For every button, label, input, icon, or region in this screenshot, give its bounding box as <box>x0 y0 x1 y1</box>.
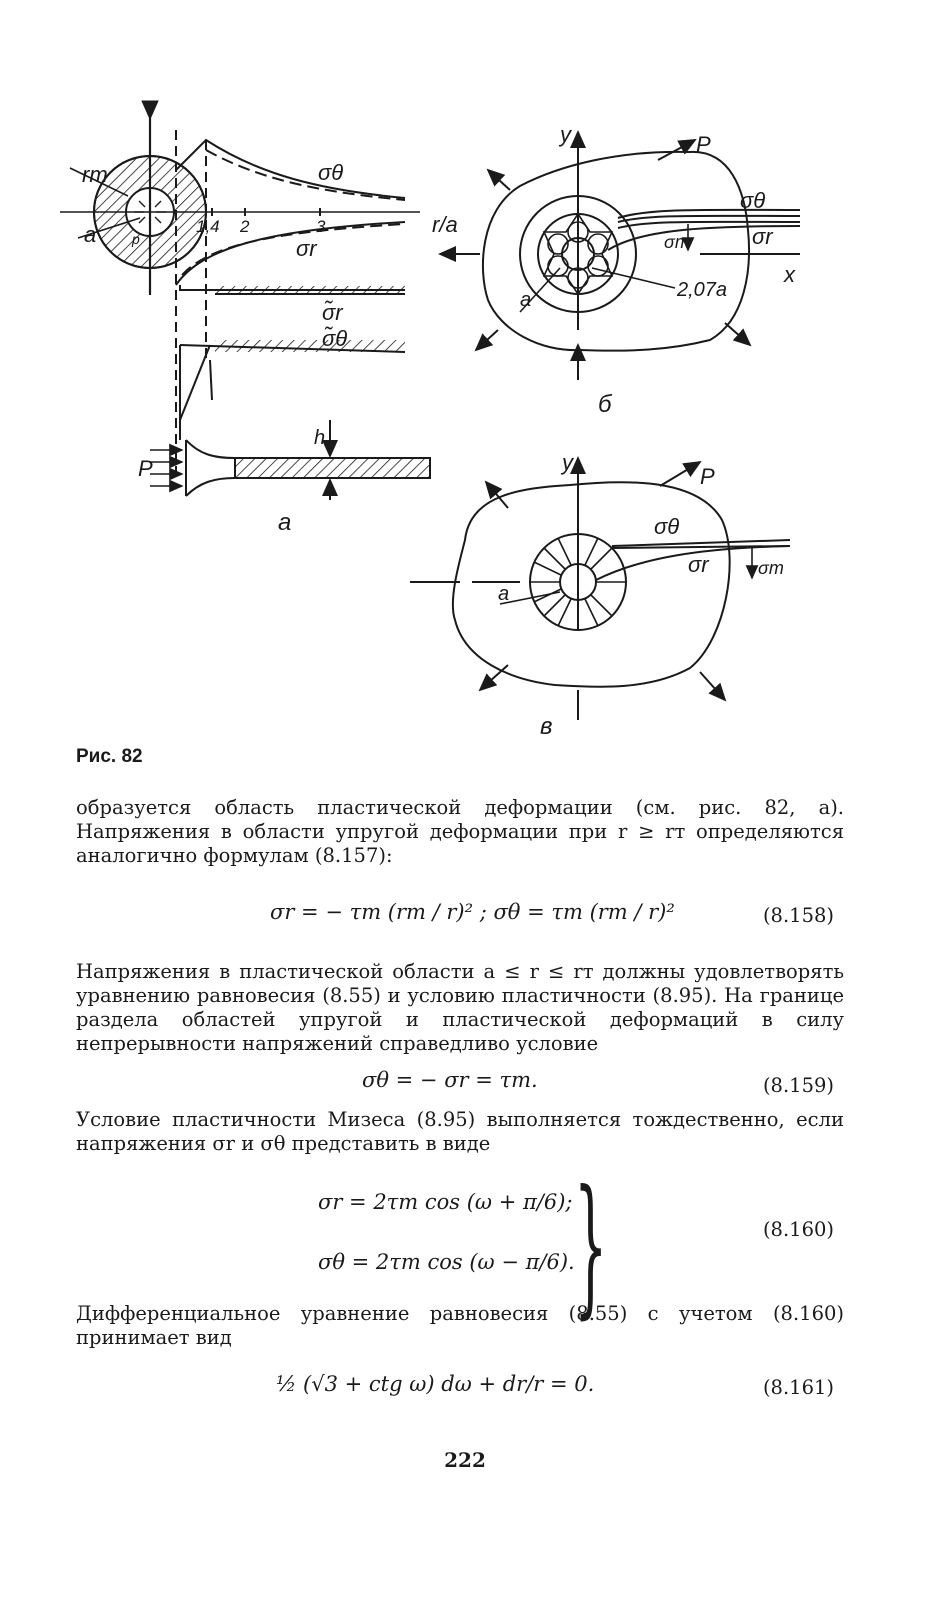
equation-8-160-b: σθ = 2τт cos (ω − π/6). <box>318 1250 575 1274</box>
h-label: h <box>314 427 326 449</box>
paragraph-1: образуется область пластической деформации (см. рис. 82, а). Напряжения в области упругой деформации при r ≥ rт определяются аналогично формулам (8.157): <box>76 796 844 867</box>
sigma-theta-label-b: σθ <box>740 188 766 213</box>
panel-b-sublabel: б <box>598 391 612 418</box>
P-label-a: P <box>138 456 153 481</box>
panel-a <box>60 118 430 500</box>
panel-v <box>410 458 790 720</box>
equation-number-8-159: (8.159) <box>762 1074 834 1097</box>
equation-8-160-a: σr = 2τт cos (ω + π/6); <box>318 1190 573 1214</box>
x-label-b: x <box>784 262 795 287</box>
tick-3-label: 3 <box>316 217 326 236</box>
a-label-v: a <box>498 583 510 605</box>
sigma-theta-tilde-label: σ̃θ <box>322 326 348 351</box>
equation-number-8-158: (8.158) <box>762 904 834 927</box>
sigma-theta-label-v: σθ <box>654 514 680 539</box>
panel-b-labels <box>520 122 796 418</box>
y-label-b: y <box>560 122 571 147</box>
sigma-r-tilde-label: σ̃r <box>322 300 343 325</box>
tick-14-label: 1,4 <box>196 217 220 236</box>
paragraph-3: Условие пластичности Мизеса (8.95) выполняется тождественно, если напряжения σr и σθ представить в виде <box>76 1108 844 1155</box>
panel-b <box>440 132 800 380</box>
y-label-v: y <box>562 450 573 475</box>
sigma-theta-label-a: σθ <box>318 160 344 185</box>
sigma-r-label-v: σr <box>688 552 709 577</box>
equation-8-158: σr = − τт (rт / r)² ; σθ = τт (rт / r)² <box>270 900 675 924</box>
figure-caption: Рис. 82 <box>76 746 143 767</box>
paragraph-4: Дифференциальное уравнение равновесия (8.55) с учетом (8.160) принимает вид <box>76 1302 844 1349</box>
body-outline-b <box>483 152 749 351</box>
a-label: a <box>84 222 97 247</box>
panel-v-labels <box>498 450 784 740</box>
axis-r-over-a-label: r/a <box>432 212 458 237</box>
paragraph-2: Напряжения в пластической области a ≤ r ≤ rт должны удовлетворять уравнению равновесия (8.55) и условию пластичности (8.95). На границе раздела областей упругой и пластической деформаций в силу непрерывности напряжений справедливо условие <box>76 960 844 1055</box>
equation-8-161: ½ (√3 + ctg ω) dω + dr/r = 0. <box>276 1372 595 1396</box>
P-label-v: P <box>700 464 715 489</box>
equation-number-8-160: (8.160) <box>762 1218 834 1241</box>
sigma-r-label-b: σr <box>752 224 773 249</box>
tick-2-label: 2 <box>240 217 250 236</box>
a-label-b: a <box>520 289 532 311</box>
equation-brace: } <box>574 1159 608 1333</box>
equation-8-159: σθ = − σr = τт. <box>362 1068 538 1092</box>
sigma-t-label-v: σт <box>758 558 784 578</box>
radius-label-b: 2,07a <box>677 279 728 301</box>
panel-v-sublabel: в <box>540 713 553 740</box>
panel-a-sublabel: а <box>278 509 292 536</box>
P-label-b: P <box>696 132 711 157</box>
rt-label: rт <box>82 162 108 187</box>
figure-82 <box>0 0 930 740</box>
body-outline-v <box>453 482 730 687</box>
equation-number-8-161: (8.161) <box>762 1376 834 1399</box>
p-label: p <box>132 231 140 247</box>
sigma-r-label-a: σr <box>296 236 317 261</box>
page-number: 222 <box>444 1448 486 1472</box>
sigma-t-label-b: σт <box>664 232 690 252</box>
